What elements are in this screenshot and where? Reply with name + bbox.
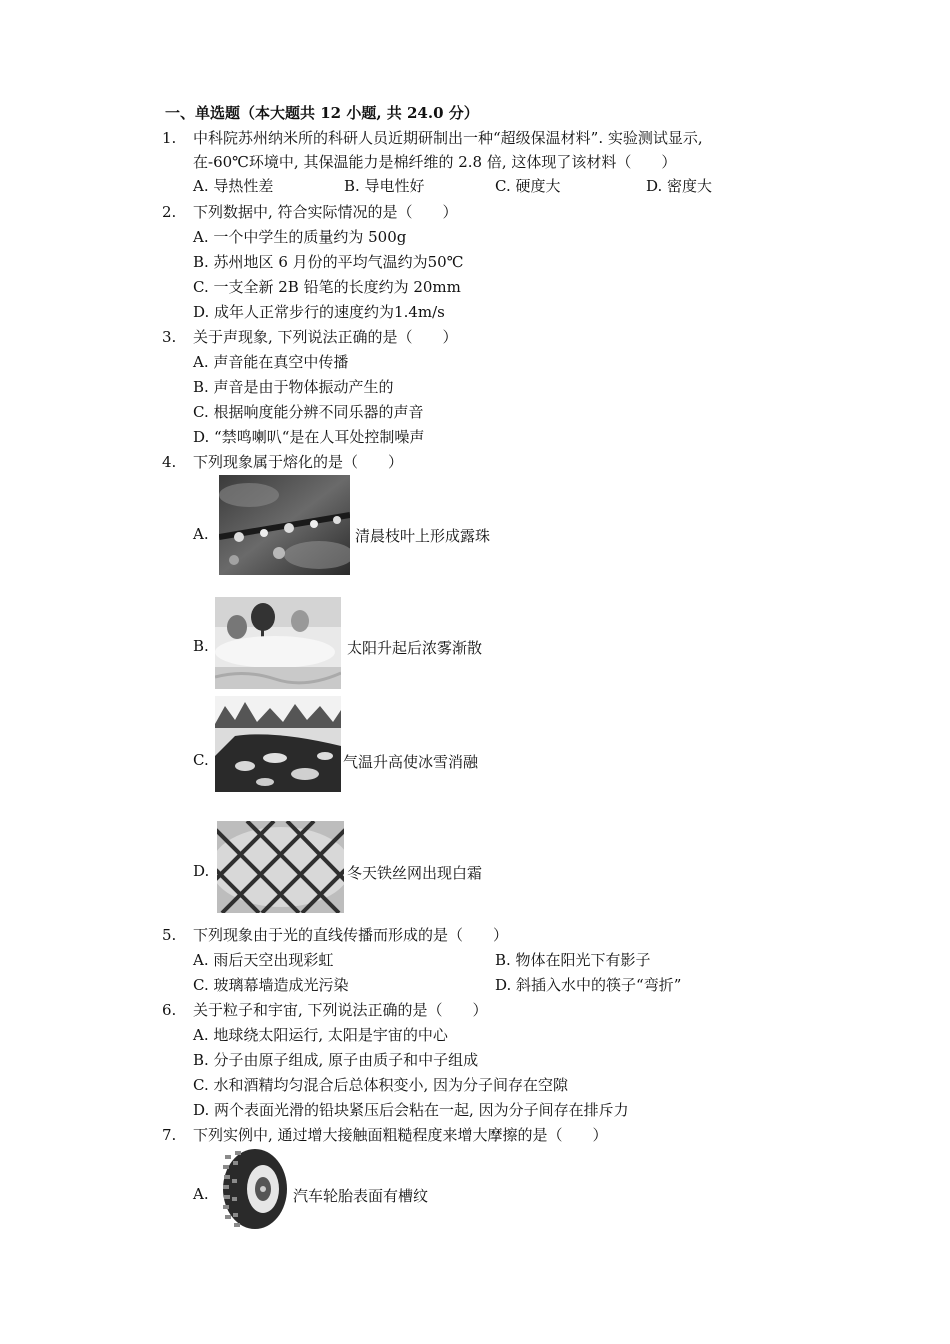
question-number: 2. [162,203,177,221]
question-text-line: 下列实例中, 通过增大接触面粗糙程度来增大摩擦的是（ ） [193,1126,608,1144]
fog-trees-photo-icon [215,597,341,689]
option-caption: 冬天铁丝网出现白霜 [347,864,483,882]
option-1d[interactable]: D. 密度大 [646,177,713,195]
question-number: 3. [162,328,177,346]
section-title: 一、单选题（本大题共 12 小题, 共 24.0 分） [165,104,479,122]
option-2b[interactable]: B. 苏州地区 6 月份的平均气温约为50℃ [193,253,464,271]
question-text-line: 中科院苏州纳米所的科研人员近期研制出一种“超级保温材料”. 实验测试显示, [193,129,703,147]
option-6a[interactable]: A. 地球绕太阳运行, 太阳是宇宙的中心 [193,1026,448,1044]
option-6b[interactable]: B. 分子由原子组成, 原子由质子和中子组成 [193,1051,479,1069]
option-7a[interactable] [193,1149,593,1229]
option-5c[interactable]: C. 玻璃幕墙造成光污染 [193,976,349,994]
option-5b[interactable]: B. 物体在阳光下有影子 [495,951,651,969]
question-text-line: 关于粒子和宇宙, 下列说法正确的是（ ） [193,1001,488,1019]
option-6d[interactable]: D. 两个表面光滑的铅块紧压后会粘在一起, 因为分子间存在排斥力 [193,1101,629,1119]
option-2a[interactable]: A. 一个中学生的质量约为 500g [193,228,407,246]
option-3d[interactable]: D. “禁鸣喇叭“是在人耳处控制噪声 [193,428,425,446]
option-caption: 汽车轮胎表面有槽纹 [293,1187,429,1205]
option-4d[interactable] [193,821,593,913]
question-number: 6. [162,1001,177,1019]
option-2d[interactable]: D. 成年人正常步行的速度约为1.4m/s [193,303,445,321]
question-text-line: 关于声现象, 下列说法正确的是（ ） [193,328,458,346]
option-4a[interactable] [193,475,593,575]
option-1c[interactable]: C. 硬度大 [495,177,561,195]
option-5d[interactable]: D. 斜插入水中的筷子“弯折” [495,976,682,994]
option-2c[interactable]: C. 一支全新 2B 铅笔的长度约为 20mm [193,278,461,296]
option-1b[interactable]: B. 导电性好 [344,177,425,195]
option-caption: 气温升高使冰雪消融 [343,753,479,771]
melting-river-photo-icon [215,696,341,792]
question-number: 5. [162,926,177,944]
option-3c[interactable]: C. 根据响度能分辨不同乐器的声音 [193,403,424,421]
option-5a[interactable]: A. 雨后天空出现彩虹 [193,951,334,969]
option-letter: A. [193,525,209,543]
option-6c[interactable]: C. 水和酒精均匀混合后总体积变小, 因为分子间存在空隙 [193,1076,569,1094]
option-letter: A. [193,1185,209,1203]
option-letter: C. [193,751,209,769]
option-3b[interactable]: B. 声音是由于物体振动产生的 [193,378,394,396]
question-number: 1. [162,129,177,147]
question-text-line: 下列现象属于熔化的是（ ） [193,453,404,471]
question-number: 4. [162,453,177,471]
option-3a[interactable]: A. 声音能在真空中传播 [193,353,349,371]
option-1a[interactable]: A. 导热性差 [193,177,274,195]
tire-tread-photo-icon [219,1149,289,1229]
dew-on-branch-photo-icon [219,475,350,575]
question-text-line: 在-60℃环境中, 其保温能力是棉纤维的 2.8 倍, 这体现了该材料（ ） [193,153,677,171]
option-caption: 清晨枝叶上形成露珠 [355,527,491,545]
option-caption: 太阳升起后浓雾渐散 [347,639,483,657]
question-text-line: 下列现象由于光的直线传播而形成的是（ ） [193,926,509,944]
question-number: 7. [162,1126,177,1144]
option-letter: D. [193,862,210,880]
option-4b[interactable] [193,597,593,689]
option-letter: B. [193,637,209,655]
frosted-fence-photo-icon [217,821,344,913]
question-text-line: 下列数据中, 符合实际情况的是（ ） [193,203,458,221]
option-4c[interactable] [193,696,593,792]
